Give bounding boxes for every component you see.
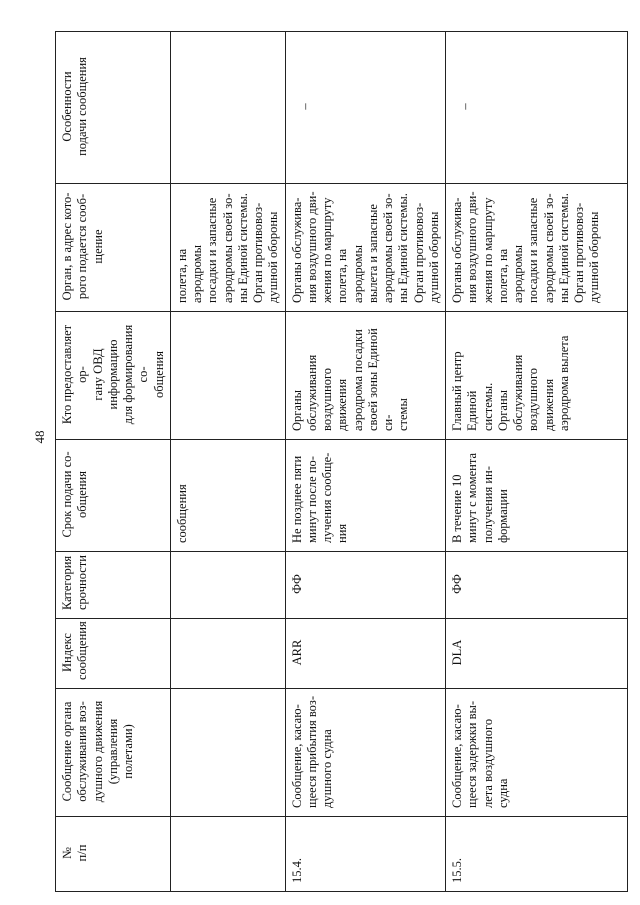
header-features: Особенности подачи сообщения bbox=[56, 32, 171, 184]
table-row-continuation bbox=[170, 32, 285, 892]
cell-provider: Органы обслуживания воздушного движения аэродрома посадки своей зоны Единой си- стемы bbox=[285, 312, 446, 440]
header-num: № п/п bbox=[56, 817, 171, 892]
cell-num: 15.5. bbox=[446, 817, 628, 892]
header-message: Сообщение органа обслуживания воз- душного движения (управления полетами) bbox=[56, 689, 171, 817]
cell-features: – bbox=[446, 32, 628, 184]
cell-category: ФФ bbox=[446, 552, 628, 619]
header-provider: Кто предоставляет ор- гану ОВД информацию для формирования со- общения bbox=[56, 312, 171, 440]
cell-message bbox=[170, 689, 285, 817]
rotated-table-frame bbox=[55, 32, 602, 892]
table-header-row bbox=[56, 32, 171, 892]
cell-features: – bbox=[285, 32, 446, 184]
cell-features bbox=[170, 32, 285, 184]
table-row-15-4 bbox=[285, 32, 446, 892]
table-row-15-5 bbox=[446, 32, 628, 892]
cell-addressee: Органы обслужива- ния воздушного дви- жения по маршруту полета, на аэродромы посадки и запасные аэродромы своей зо- ны Единой системы. Орган противовоз- душной обороны bbox=[446, 184, 628, 312]
messages-table bbox=[55, 31, 628, 892]
cell-term: Не позднее пяти минут после по- лучения сообще- ния bbox=[285, 440, 446, 552]
rotated-table-area bbox=[55, 32, 602, 892]
header-addressee: Орган, в адрес кото- рого подается сооб- щение bbox=[56, 184, 171, 312]
cell-addressee: Органы обслужива- ния воздушного дви- жения по маршруту полета, на аэродромы вылета и запасные аэродромы своей зо- ны Единой системы. Орган противовоз- душной обороны bbox=[285, 184, 446, 312]
cell-term: В течение 10 минут с момента получения ин- формации bbox=[446, 440, 628, 552]
cell-index: ARR bbox=[285, 619, 446, 689]
cell-index bbox=[170, 619, 285, 689]
header-category: Категория срочности bbox=[56, 552, 171, 619]
cell-message: Сообщение, касаю- щееся прибытия воз- душного судна bbox=[285, 689, 446, 817]
header-term: Срок подачи со- общения bbox=[56, 440, 171, 552]
cell-addressee: полета, на аэродромы посадки и запасные аэродромы своей зо- ны Единой системы. Орган противовоз- душной обороны bbox=[170, 184, 285, 312]
cell-num: 15.4. bbox=[285, 817, 446, 892]
cell-term: сообщения bbox=[170, 440, 285, 552]
cell-message: Сообщение, касаю- щееся задержки вы- лета воздушного судна bbox=[446, 689, 628, 817]
cell-provider: Главный центр Единой системы. Органы обслуживания воздушного движения аэродрома вылета bbox=[446, 312, 628, 440]
header-index: Индекс сообщения bbox=[56, 619, 171, 689]
cell-num bbox=[170, 817, 285, 892]
cell-index: DLA bbox=[446, 619, 628, 689]
cell-provider bbox=[170, 312, 285, 440]
cell-category bbox=[170, 552, 285, 619]
cell-category: ФФ bbox=[285, 552, 446, 619]
page-number: 48 bbox=[32, 430, 47, 444]
